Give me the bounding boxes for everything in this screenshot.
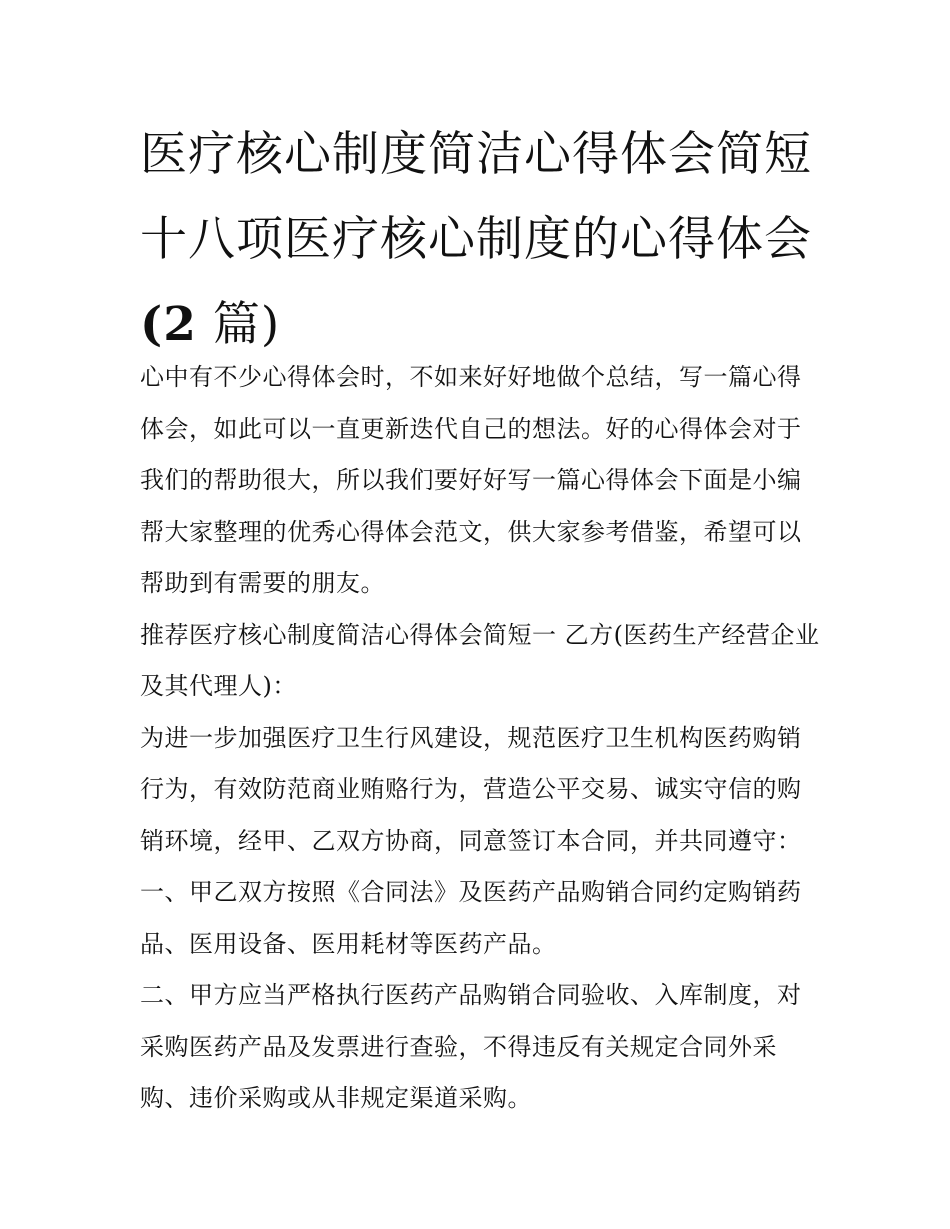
title-suffix: 篇): [196, 297, 281, 352]
title-count: (2: [140, 297, 197, 352]
title-text: 医疗核心制度简洁心得体会简短 十八项医疗核心制度的心得体会: [140, 127, 812, 267]
purpose-paragraph: 为进一步加强医疗卫生行风建设，规范医疗卫生机构医药购销行为，有效防范商业贿赂行为，营造公平交易、诚实守信的购销环境，经甲、乙双方协商，同意签订本合同，并共同遵守：: [140, 723, 802, 855]
intro-paragraph: 心中有不少心得体会时，不如来好好地做个总结，写一篇心得体会，如此可以一直更新迭代自己的想法。好的心得体会对于我们的帮助很大，所以我们要好好写一篇心得体会下面是小编帮大家整理的优秀心得体会范文，供大家参考借鉴，希望可以帮助到有需要的朋友。: [140, 363, 802, 597]
clause-2-paragraph: 二、甲方应当严格执行医药产品购销合同验收、入库制度，对采购医药产品及发票进行查验，不得违反有关规定合同外采购、违价采购或从非规定渠道采购。: [140, 981, 802, 1112]
recommend-paragraph: 推荐医疗核心制度简洁心得体会简短一 乙方(医药生产经营企业及其代理人)：: [140, 620, 820, 700]
document-title: [140, 112, 820, 367]
document-body: [140, 352, 820, 1125]
clause-1-paragraph: 一、甲乙双方按照《合同法》及医药产品购销合同约定购销药品、医用设备、医用耗材等医药产品。: [140, 878, 802, 958]
